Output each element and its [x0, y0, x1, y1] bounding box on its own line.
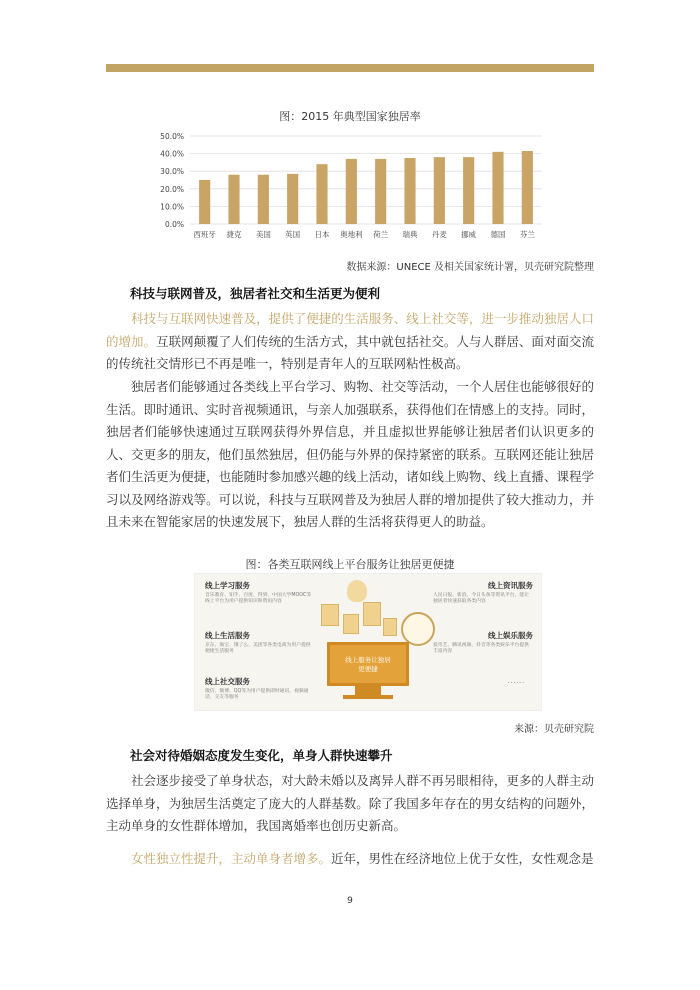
service-title: 线上社交服务	[205, 677, 250, 686]
x-tick-label: 西班牙	[193, 230, 216, 239]
bar-3	[287, 174, 298, 224]
y-tick-label: 30.0%	[160, 167, 184, 177]
bar-7	[404, 158, 415, 224]
x-tick-label: 荷兰	[373, 230, 389, 239]
lightbulb-icon	[347, 580, 367, 602]
page-number: 9	[347, 896, 353, 906]
x-tick-label: 芬兰	[519, 230, 535, 239]
service-social	[205, 676, 315, 701]
bar-9	[463, 157, 474, 224]
service-desc: 微信、微博、QQ等为用户提供即时通讯、视频通话、交友等服务	[205, 689, 309, 700]
y-tick-label: 50.0%	[160, 132, 184, 141]
services-infographic	[194, 573, 542, 711]
x-tick-label: 日本	[314, 230, 330, 239]
paragraph-text: 互联网颠覆了人们传统的生活方式，其中就包括社交。人与人群居、面对面交流的传统社交情形已不再是唯一，特别是青年人的互联网粘性极高。	[106, 333, 594, 371]
service-desc: 京东、淘宝、饿了么、美团等各类电商为用户提供便捷生活服务	[205, 643, 311, 654]
y-tick-label: 20.0%	[160, 184, 184, 194]
x-tick-label: 英国	[285, 230, 301, 239]
service-title: 线上娱乐服务	[488, 631, 533, 640]
bar-11	[522, 151, 533, 224]
x-tick-label: 挪威	[461, 230, 477, 239]
y-tick-label: 40.0%	[160, 149, 184, 159]
bar-1	[228, 175, 239, 224]
chart-title: 图：2015 年典型国家独居率	[279, 110, 421, 123]
service-life	[205, 630, 315, 655]
paragraph-text: 独居者们能够通过各类线上平台学习、购物、社交等活动，一个人居住也能够很好的生活。即时通讯、实时音视频通讯，与亲人加强联系，获得他们在情感上的支持。同时，独居者们能够快速通过互联网获得外界信息，并且虚拟世界能够让独居者们认识更多的人、交更多的朋友，他们虽然独居，但仍能与外界的保持紧密的联系。互联网还能让独居者们生活更为便捷，也能随时参加感兴趣的线上活动，诸如线上购物、线上直播、课程学习以及网络游戏等。可以说，科技与互联网普及为独居人群的增加提供了较大推动力，并且未来在智能家居的快速发展下，独居人群的生活将获得更人的助益。	[106, 379, 594, 529]
service-desc: 音乐教育、知乎、百度、得到、中国大学MOOC等线上平台为用户提供知识和资讯内容	[205, 593, 312, 604]
independent-living-rate-chart	[150, 126, 550, 250]
paragraph-highlight: 女性独立性提升，主动单身者增多。	[131, 851, 332, 866]
clock-icon	[401, 612, 435, 646]
bar-8	[434, 157, 445, 224]
x-tick-label: 丹麦	[431, 230, 447, 239]
paragraph-marriage-2	[106, 848, 594, 871]
document-icon	[343, 614, 359, 634]
service-learning	[205, 580, 315, 605]
chart-source: 数据来源：UNECE 及相关国家统计署，贝壳研究院整理	[346, 262, 594, 273]
document-icon	[363, 602, 381, 626]
paragraph-highlight: 科技与互联网快速普及，提供了便捷的生活服务、线上社交等，进一步推动独居人口的增加。	[106, 311, 594, 349]
monitor-base	[343, 695, 393, 699]
paragraph-text: 近年，男性在经济地位上优于女性，女性观念是	[331, 851, 594, 866]
bar-6	[375, 159, 386, 224]
ellipsis-dots: ......	[507, 678, 525, 685]
bar-4	[316, 164, 327, 224]
bar-0	[199, 180, 210, 224]
x-tick-label: 瑞典	[402, 230, 418, 239]
monitor-stand	[355, 686, 381, 695]
y-tick-label: 10.0%	[160, 202, 184, 212]
section-heading-tech: 科技与联网普及，独居者社交和生活更为便利	[130, 286, 381, 301]
y-tick-label: 0.0%	[164, 220, 184, 229]
service-news	[433, 580, 533, 605]
service-title: 线上学习服务	[205, 581, 250, 590]
x-tick-label: 德国	[490, 230, 506, 239]
paragraph-tech-1	[106, 308, 594, 376]
header-rule	[106, 64, 594, 72]
x-tick-label: 美国	[255, 230, 271, 239]
document-icon	[383, 618, 397, 636]
monitor-label: 线上服务让独居 更便捷	[345, 656, 391, 673]
x-tick-label: 捷克	[226, 230, 242, 239]
section-heading-marriage: 社会对待婚姻态度发生变化，单身人群快速攀升	[130, 748, 393, 763]
monitor-icon	[327, 642, 409, 686]
bar-5	[346, 159, 357, 224]
service-desc: 爱奇艺、腾讯视频、抖音等各类娱乐平台提供丰富内容	[433, 643, 529, 654]
service-entertainment	[433, 630, 533, 655]
paragraph-marriage-1	[106, 770, 594, 838]
infographic-title: 图：各类互联网线上平台服务让独居更便捷	[245, 558, 455, 571]
bar-2	[258, 175, 269, 224]
document-icon	[321, 604, 339, 626]
service-desc: 人民日报、新浪、今日头条等资讯平台，能让独居者快速获取各类内容	[433, 593, 529, 604]
paragraph-tech-2	[106, 376, 594, 534]
paragraph-text: 社会逐步接受了单身状态，对大龄未婚以及离异人群不再另眼相待，更多的人群主动选择单身，为独居生活奠定了庞大的人群基数。除了我国多年存在的男女结构的问题外，主动单身的女性群体增加，我国离婚率也创历史新高。	[106, 773, 594, 833]
service-title: 线上生活服务	[205, 631, 250, 640]
service-title: 线上资讯服务	[488, 581, 533, 590]
bar-10	[492, 152, 503, 224]
x-tick-label: 奥地利	[340, 230, 363, 239]
infographic-source: 来源：贝壳研究院	[514, 724, 594, 735]
